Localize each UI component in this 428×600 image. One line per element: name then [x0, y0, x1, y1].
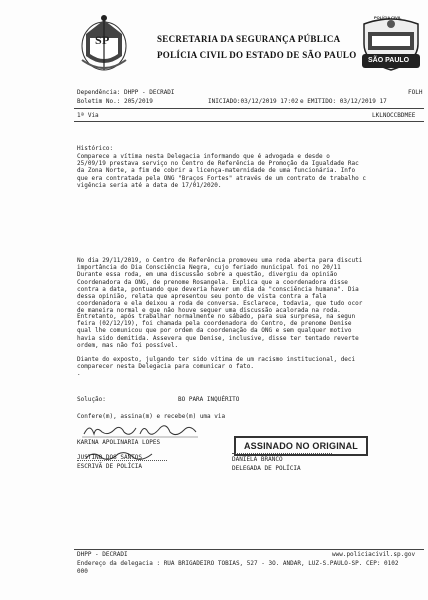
escrivao-name: JUSTINO DOS SANTOS: [77, 454, 143, 461]
historico-line: Comparece a vítima nesta Delegacia informando que é advogada e desde o: [77, 153, 330, 160]
escrivao-role: ESCRIVÃ DE POLÍCIA: [77, 463, 143, 470]
divider-mid: [74, 121, 424, 122]
historico-line: qual lhe comunicou que por ordem da coordenação da ONG e sem qualquer motivo: [77, 327, 352, 335]
document-code: LKLNOCCBDMEE: [372, 112, 416, 119]
delegada-role: DELEGADA DE POLÍCIA: [232, 465, 301, 472]
historico-line: que era contratada pela ONG "Braços Fortes" através de um contrato de trabalho c: [77, 174, 366, 182]
policia-civil-badge-icon: [358, 14, 424, 74]
footer-address-cont: 000: [77, 568, 88, 575]
seal-right-top-text: POLÍCIA CIVIL: [374, 15, 402, 20]
iniciado-date: INICIADO:03/12/2019 17:02: [208, 98, 299, 105]
delegada-name: DANIELA BRANCO: [232, 456, 283, 463]
seal-left-letters: SP: [95, 33, 110, 47]
historico-line: 25/09/19 prestava serviço no Centro de Referência de Promoção da Igualdade Rac: [77, 160, 359, 168]
historico-paragraph-4: [77, 356, 355, 378]
historico-line: ordem, mas não foi possível.: [77, 341, 179, 349]
delegada-signature-line: [232, 453, 332, 454]
historico-line: Diante do exposto, julgando ter sido vítima de um racismo institucional, deci: [77, 356, 356, 363]
historico-paragraph-3: [77, 313, 359, 349]
historico-paragraph-1: [77, 153, 366, 189]
historico-line: dessa opinião, relata que apresentou seu ponto de vista contra a fala: [77, 293, 327, 301]
header-secretaria: SECRETARIA DA SEGURANÇA PÚBLICA: [157, 34, 341, 44]
footer-dependencia: DHPP - DECRADI: [77, 551, 128, 558]
folha-label: FOLH: [408, 89, 423, 96]
historico-line: Entretanto, após trabalhar normalmente no sábado, para sua surpresa, na segun: [77, 313, 356, 320]
solucao-value: BO PARA INQUÉRITO: [178, 396, 240, 403]
footer-address: Endereço da delegacia : RUA BRIGADEIRO TOBIAS, 527 - 3O. ANDAR, LUZ-S.PAULO-SP. CEP: 0102: [77, 560, 399, 567]
historico-line: importância do Dia Consciência Negra, cujo feriado municipal foi no 20/11: [77, 264, 341, 272]
historico-line: Coordenadora da ONG, de prenome Rosangela. Explica que a coordenadora disse: [77, 278, 348, 286]
historico-line: No dia 29/11/2019, o Centro de Referência promoveu uma roda aberta para discuti: [77, 257, 363, 264]
historico-line: Durante essa roda, em uma discussão sobre a questão, divergiu da opinião: [77, 271, 338, 279]
assinado-no-original-stamp: ASSINADO NO ORIGINAL: [234, 436, 368, 456]
historico-line: .: [77, 370, 81, 378]
seal-right-banner-text: SÃO PAULO: [368, 57, 410, 64]
emitido-date: e EMITIDO: 03/12/2019 17: [300, 98, 387, 105]
confere-text: Confere(m), assina(m) e recebe(m) uma via: [77, 413, 226, 420]
historico-label: Histórico:: [77, 145, 114, 152]
historico-line: da Zona Norte, a fim de cobrir a licença-maternidade de uma funcionária. Info: [77, 167, 356, 175]
dependencia-label: Dependência: DHPP - DECRADI: [77, 89, 175, 96]
divider-top: [74, 108, 424, 109]
footer-website: www.policiacivil.sp.gov: [332, 551, 416, 558]
header-policia-civil: POLÍCIA CIVIL DO ESTADO DE SÃO PAULO: [157, 50, 357, 60]
historico-line: vigência seria até a data de 17/01/2020.: [77, 181, 222, 189]
historico-line: coordenadora e ela deixou a roda de conversa. Esclarece, todavia, que tudo ocor: [77, 300, 363, 308]
vitima-name: KARINA APOLINARIA LOPES: [77, 439, 161, 446]
historico-line: feira (02/12/19), foi chamada pela coordenadora do Centro, de prenome Denise: [77, 320, 352, 328]
historico-line: de maneira normal e que não houve sequer uma discussão acalorada na roda.: [77, 307, 341, 315]
historico-paragraph-2: [77, 257, 362, 315]
historico-line: havia sido demitida. Assevera que Denise, inclusive, disse ter tentado reverte: [77, 334, 359, 342]
via-label: 1ª Via: [77, 112, 99, 119]
solucao-label: Solução:: [77, 396, 106, 403]
historico-line: comparecer nesta Delegacia para comunicar o fato.: [77, 363, 255, 371]
divider-footer: [74, 549, 424, 550]
historico-line: contra a data, pontuando que deveria haver um dia da "consciência humana". Dia: [77, 285, 359, 293]
boletim-number: Boletim No.: 205/2019: [77, 98, 153, 105]
